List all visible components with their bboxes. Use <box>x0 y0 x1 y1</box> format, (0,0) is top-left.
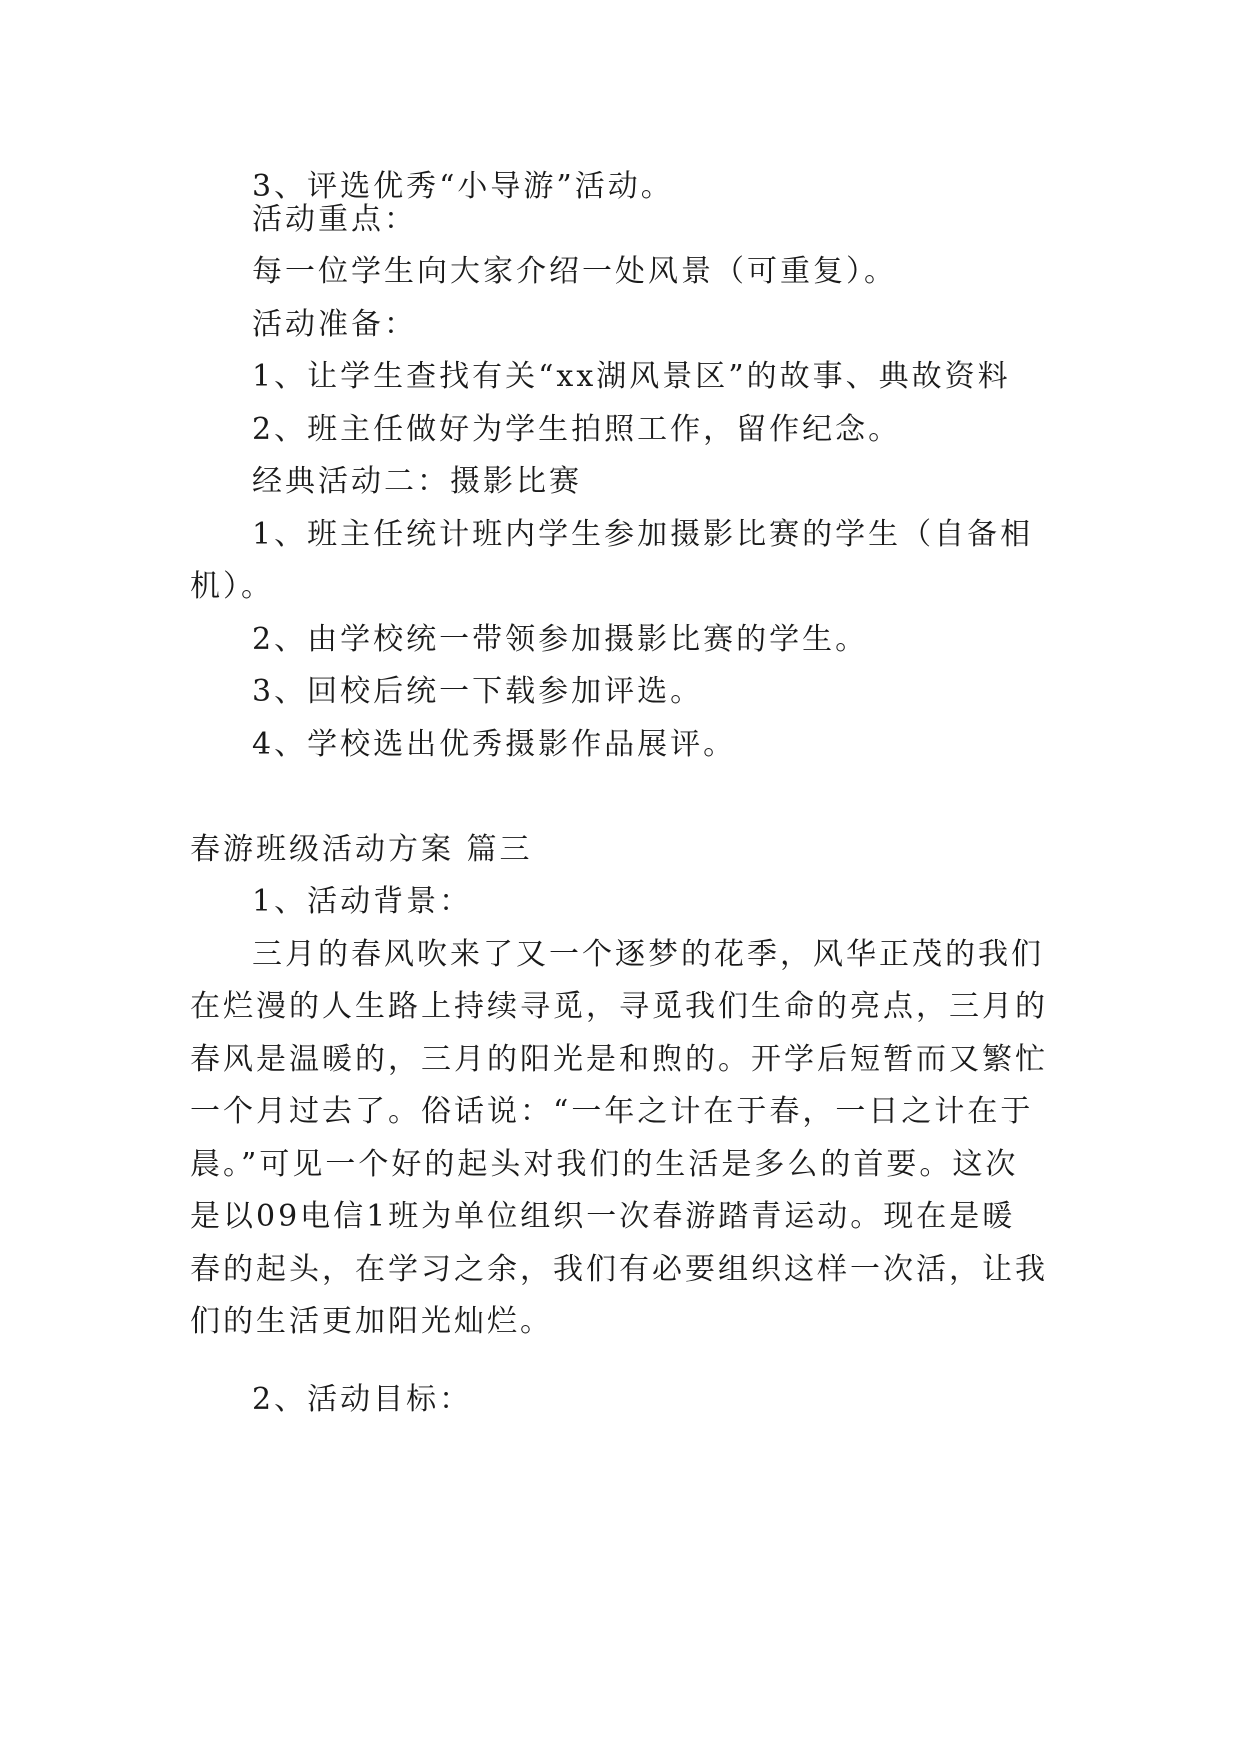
section-title: 春游班级活动方案 篇三 <box>190 832 533 867</box>
paragraph-line: 每一位学生向大家介绍一处风景（可重复）。 <box>252 254 897 289</box>
paragraph-line: 们的生活更加阳光灿烂。 <box>190 1304 553 1339</box>
paragraph-line: 晨。”可见一个好的起头对我们的生活是多么的首要。这次 <box>190 1147 1019 1182</box>
list-item: 4、学校选出优秀摄影作品展评。 <box>252 727 737 762</box>
paragraph-line: 在烂漫的人生路上持续寻觅，寻觅我们生命的亮点，三月的 <box>190 989 1048 1024</box>
list-item: 2、班主任做好为学生拍照工作，留作纪念。 <box>252 412 902 447</box>
paragraph-line: 三月的春风吹来了又一个逐梦的花季，风华正茂的我们 <box>252 937 1044 972</box>
section-heading: 活动准备： <box>252 307 417 342</box>
paragraph-line: 春风是温暖的，三月的阳光是和煦的。开学后短暂而又繁忙 <box>190 1042 1048 1077</box>
list-item: 3、评选优秀“小导游”活动。 <box>252 169 674 204</box>
section-heading: 2、活动目标： <box>252 1382 473 1417</box>
section-heading: 1、活动背景： <box>252 884 473 919</box>
paragraph-line: 机）。 <box>190 569 274 604</box>
list-item: 2、由学校统一带领参加摄影比赛的学生。 <box>252 622 869 657</box>
section-heading: 经典活动二：摄影比赛 <box>252 464 582 499</box>
paragraph-line: 春的起头，在学习之余，我们有必要组织这样一次活，让我 <box>190 1252 1048 1287</box>
paragraph-line: 一个月过去了。俗话说：“一年之计在于春，一日之计在于 <box>190 1094 1034 1129</box>
list-item: 3、回校后统一下载参加评选。 <box>252 674 704 709</box>
section-heading: 活动重点： <box>252 202 417 237</box>
paragraph-line: 是以09电信1班为单位组织一次春游踏青运动。现在是暖 <box>190 1199 1016 1234</box>
list-item: 1、让学生查找有关“xx湖风景区”的故事、典故资料 <box>252 359 1011 394</box>
list-item: 1、班主任统计班内学生参加摄影比赛的学生（自备相 <box>252 517 1034 552</box>
